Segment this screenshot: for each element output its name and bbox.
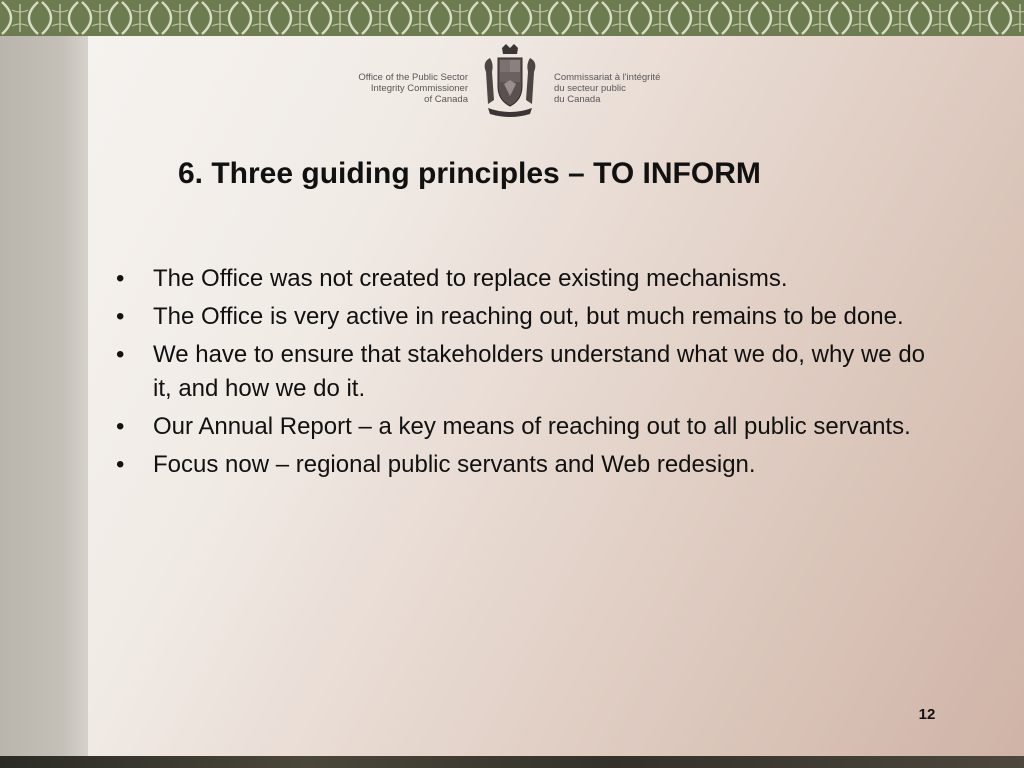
bullet-text: The Office is very active in reaching out, but much remains to be done. <box>153 303 904 330</box>
bullet-text: Our Annual Report – a key means of reaching out to all public servants. <box>153 413 911 440</box>
bullet-dot-icon: • <box>116 265 125 292</box>
bullet-item <box>110 448 950 482</box>
left-decorative-band <box>0 36 88 758</box>
bullet-text: Focus now – regional public servants and Web redesign. <box>153 451 756 478</box>
bullet-dot-icon: • <box>116 451 125 478</box>
bullet-dot-icon: • <box>116 341 125 368</box>
bullet-dot-icon: • <box>116 303 125 330</box>
bottom-decorative-border <box>0 756 1024 768</box>
organization-name-french <box>554 72 714 105</box>
org-fr-line: Commissariat à l'intégrité <box>554 72 661 83</box>
bullet-item <box>110 300 950 334</box>
coat-of-arms-icon <box>480 42 540 122</box>
org-en-line: Integrity Commissioner <box>370 83 468 94</box>
top-decorative-border <box>0 0 1024 36</box>
page-number: 12 <box>918 706 936 723</box>
bullet-list <box>110 262 950 486</box>
org-fr-line: du Canada <box>554 94 601 105</box>
org-en-line: of Canada <box>424 94 468 105</box>
org-en-line: Office of the Public Sector <box>358 72 468 83</box>
slide-title: 6. Three guiding principles – TO INFORM <box>178 157 761 190</box>
organization-header <box>300 42 720 126</box>
organization-name-english <box>328 72 468 105</box>
bullet-item <box>110 262 950 296</box>
bullet-text: We have to ensure that stakeholders understand what we do, why we do it, and how we do it. <box>153 341 926 402</box>
bullet-item <box>110 338 950 406</box>
bullet-dot-icon: • <box>116 413 125 440</box>
leaf-pattern <box>0 0 1024 36</box>
bullet-item <box>110 410 950 444</box>
org-fr-line: du secteur public <box>554 83 626 94</box>
bullet-text: The Office was not created to replace existing mechanisms. <box>153 265 788 292</box>
